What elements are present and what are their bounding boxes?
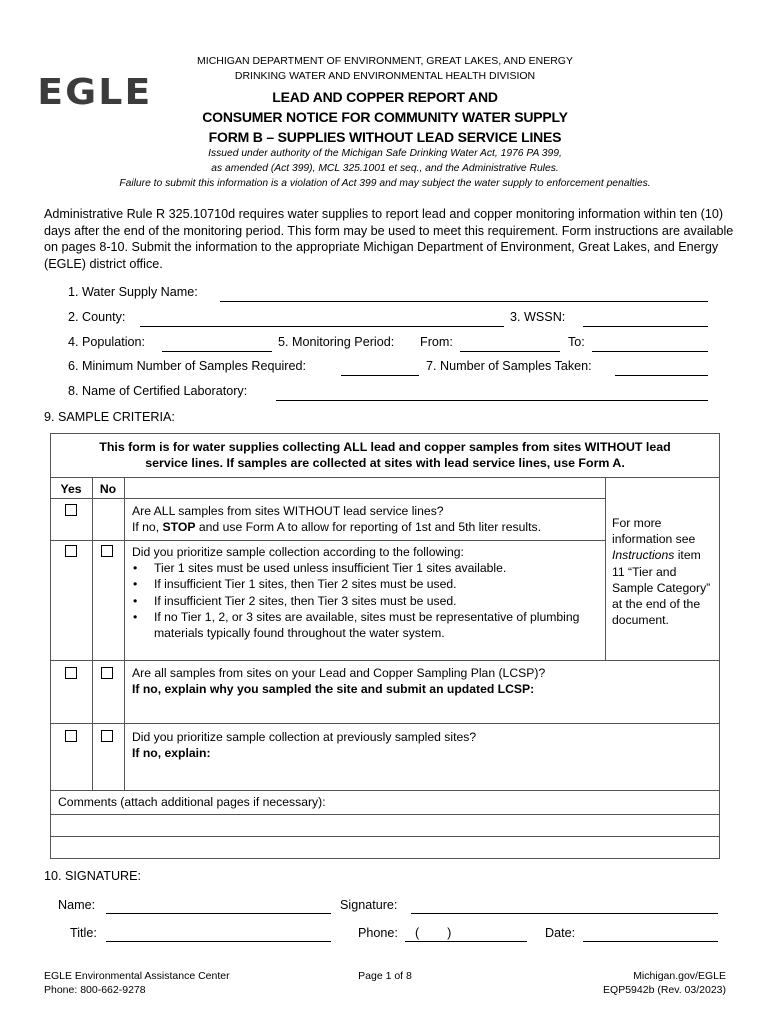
title-label: Title:: [70, 926, 97, 940]
form-applicability-notice: [52, 439, 718, 471]
water-supply-name-field[interactable]: [220, 301, 708, 302]
side-note-instructions: Instructions: [612, 548, 675, 563]
agency-line-1: MICHIGAN DEPARTMENT OF ENVIRONMENT, GREAT LAKES, AND ENERGY: [197, 55, 573, 67]
no-column-header: No: [99, 482, 117, 496]
footer-right: [603, 969, 726, 997]
wssn-label: 3. WSSN:: [510, 310, 566, 324]
from-label: From:: [420, 335, 453, 349]
q1-stop: STOP: [162, 520, 196, 535]
agency-line-2: DRINKING WATER AND ENVIRONMENTAL HEALTH DIVISION: [234, 70, 536, 82]
tier-priority-list: [132, 560, 602, 641]
agency-header: [0, 54, 770, 84]
population-label: 4. Population:: [68, 335, 146, 349]
min-samples-label: 6. Minimum Number of Samples Required:: [68, 359, 306, 373]
lab-name-label: 8. Name of Certified Laboratory:: [68, 384, 248, 398]
name-field[interactable]: [106, 913, 331, 914]
authority-line-1: Issued under authority of the Michigan Safe Drinking Water Act, 1976 PA 399,: [208, 148, 562, 159]
footer-phone: Phone: 800-662-9278: [44, 984, 146, 996]
side-note-2: item 11 “Tier and Sample Category” at the end of the document.: [612, 548, 711, 628]
question-2: [132, 544, 602, 641]
notice-line-2: service lines. If samples are collected at sites with lead service lines, use Form A.: [145, 456, 625, 470]
q3-line-1: Are all samples from sites on your Lead and Copper Sampling Plan (LCSP)?: [132, 666, 546, 680]
q3-line-2: If no, explain why you sampled the site and submit an updated LCSP:: [132, 682, 535, 697]
q1-use-form-a: and use Form A to allow for reporting of 1st and 5th liter results.: [195, 520, 541, 535]
phone-label: Phone:: [358, 926, 398, 940]
phone-field[interactable]: [405, 941, 527, 942]
q2-intro: Did you prioritize sample collection according to the following:: [132, 545, 464, 559]
title-line-2: CONSUMER NOTICE FOR COMMUNITY WATER SUPPLY: [202, 109, 568, 125]
min-samples-field[interactable]: [341, 375, 419, 376]
tier-rule-2: • If insufficient Tier 1 sites, then Tier 2 sites must be used.: [132, 576, 602, 592]
title-field[interactable]: [106, 941, 331, 942]
page-number: Page 1 of 8: [358, 970, 412, 982]
signature-field[interactable]: [411, 913, 718, 914]
question-1: [132, 503, 604, 535]
q1-line-1: Are ALL samples from sites WITHOUT lead service lines?: [132, 504, 444, 518]
wssn-field[interactable]: [583, 326, 708, 327]
comments-line-1[interactable]: [51, 815, 719, 836]
comments-line-2[interactable]: [51, 837, 719, 858]
samples-taken-label: 7. Number of Samples Taken:: [426, 359, 592, 373]
title-line-3: FORM B – SUPPLIES WITHOUT LEAD SERVICE LINES: [208, 129, 562, 145]
intro-paragraph: Administrative Rule R 325.10710d requires water supplies to report lead and copper monitoring information within ten (10) days after the end of the monitoring period. This form may be used to meet this requirement. Form instructions are available on pages 8-10. Submit the information to the appropriate Michigan Department of Environment, Great Lakes, and Energy (EGLE) district office.: [44, 207, 734, 271]
q4-no-checkbox[interactable]: [101, 730, 113, 742]
question-3: [132, 665, 712, 697]
to-label: To:: [568, 335, 585, 349]
sample-criteria-heading: 9. SAMPLE CRITERIA:: [44, 410, 175, 424]
q4-yes-checkbox[interactable]: [65, 730, 77, 742]
water-supply-name-label: 1. Water Supply Name:: [68, 285, 198, 299]
footer-website: Michigan.gov/EGLE: [633, 970, 726, 982]
tier-rule-1: • Tier 1 sites must be used unless insufficient Tier 1 sites available.: [132, 560, 602, 576]
instructions-side-note: [612, 515, 716, 628]
q1-if-no: If no,: [132, 520, 163, 535]
yes-column-header: Yes: [60, 482, 82, 496]
q1-line-2: [132, 519, 604, 535]
q4-line-2: If no, explain:: [132, 746, 211, 761]
county-field[interactable]: [140, 326, 504, 327]
footer-org: EGLE Environmental Assistance Center: [44, 970, 230, 982]
side-note-1: For more information see: [612, 516, 696, 547]
form-title: [0, 87, 770, 147]
tier-rule-3: • If insufficient Tier 2 sites, then Tier 3 sites must be used.: [132, 593, 602, 609]
q3-no-checkbox[interactable]: [101, 667, 113, 679]
tier-rule-4: • If no Tier 1, 2, or 3 sites are available, sites must be representative of plumbing materials typically found throughout the water system.: [132, 609, 594, 641]
q2-no-checkbox[interactable]: [101, 545, 113, 557]
phone-area-code: ( ): [415, 926, 452, 940]
to-date-field[interactable]: [592, 351, 708, 352]
authority-line-2: as amended (Act 399), MCL 325.1001 et seq., and the Administrative Rules.: [211, 163, 559, 174]
monitoring-period-label: 5. Monitoring Period:: [278, 335, 395, 349]
name-label: Name:: [58, 898, 96, 912]
signature-label: Signature:: [340, 898, 398, 912]
population-field[interactable]: [162, 351, 272, 352]
lab-name-field[interactable]: [276, 400, 708, 401]
authority-line-3: Failure to submit this information is a violation of Act 399 and may subject the water supply to enforcement penalties.: [119, 178, 651, 189]
from-date-field[interactable]: [460, 351, 560, 352]
date-field[interactable]: [583, 941, 718, 942]
egle-logo: EGLE: [37, 72, 153, 113]
title-line-1: LEAD AND COPPER REPORT AND: [272, 89, 498, 105]
q2-yes-checkbox[interactable]: [65, 545, 77, 557]
form-number: EQP5942b (Rev. 03/2023): [603, 984, 726, 996]
q3-yes-checkbox[interactable]: [65, 667, 77, 679]
date-label: Date:: [545, 926, 576, 940]
authority-statement: [0, 146, 770, 191]
q4-line-1: Did you prioritize sample collection at previously sampled sites?: [132, 730, 477, 744]
q1-yes-checkbox[interactable]: [65, 504, 77, 516]
notice-line-1: This form is for water supplies collecting ALL lead and copper samples from sites WITHOUT lead: [99, 440, 671, 454]
signature-heading: 10. SIGNATURE:: [44, 869, 142, 883]
samples-taken-field[interactable]: [615, 375, 708, 376]
county-label: 2. County:: [68, 310, 126, 324]
comments-label: Comments (attach additional pages if necessary):: [58, 795, 326, 809]
question-4: [132, 729, 712, 761]
